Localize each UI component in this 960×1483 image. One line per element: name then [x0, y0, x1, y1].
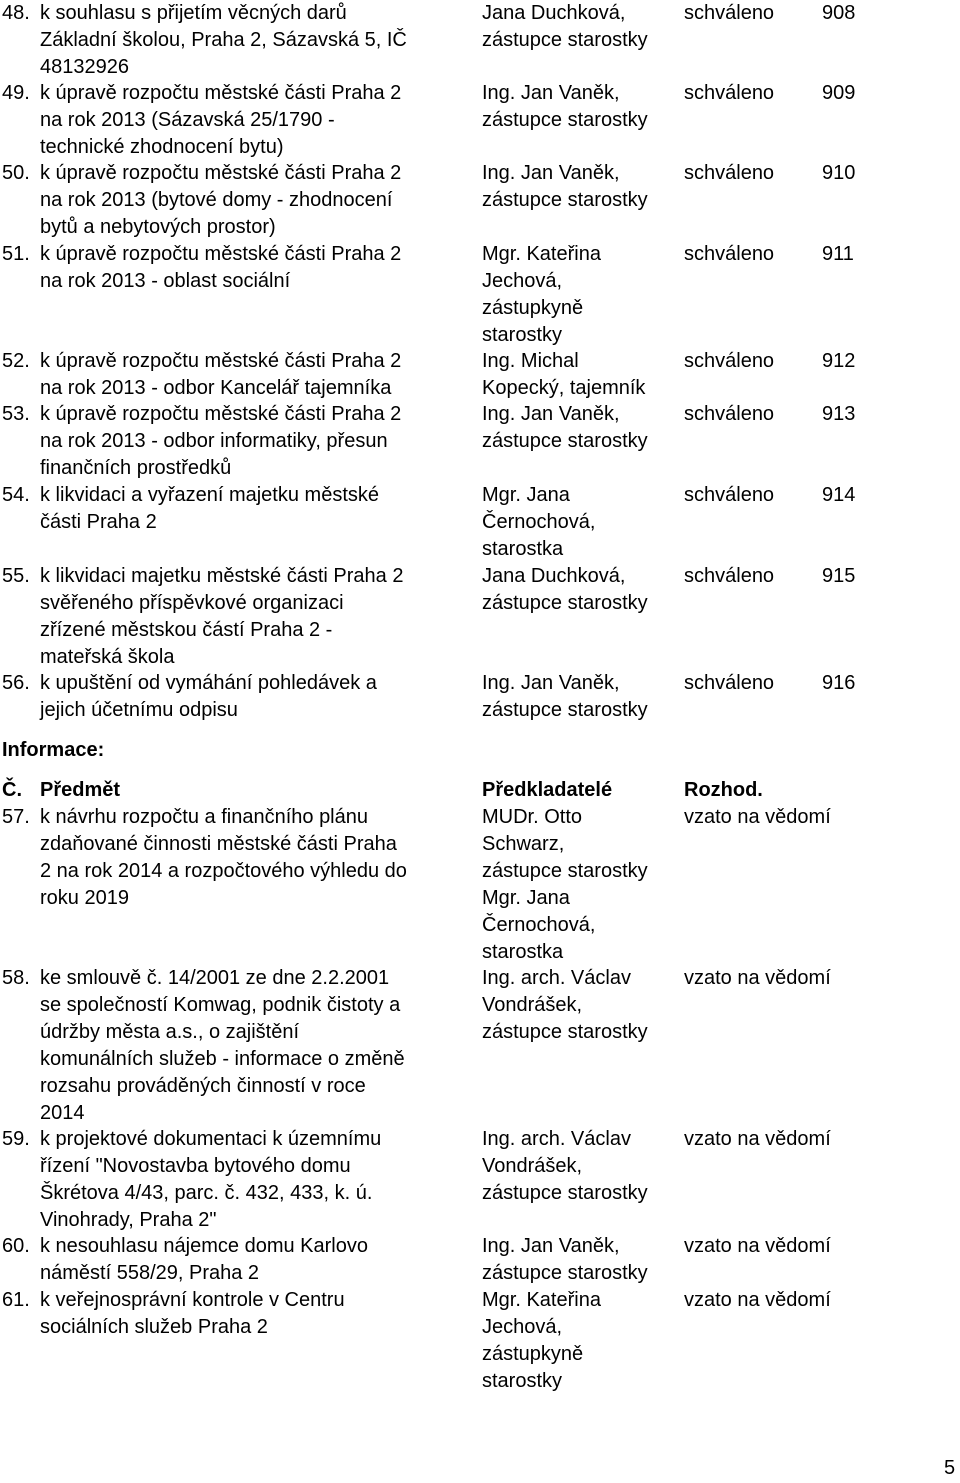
item-subject-line: bytů a nebytových prostor)	[40, 216, 276, 238]
resolution-number: 913	[822, 403, 856, 425]
item-subject-line: na rok 2013 - odbor Kancelář tajemníka	[40, 377, 392, 399]
item-result: schváleno	[684, 565, 775, 587]
item-subject-line: finančních prostředků	[40, 457, 232, 479]
column-header-subject: Předmět	[40, 779, 121, 801]
item-number: 50.	[2, 162, 30, 184]
item-subject-line: Škrétova 4/43, parc. č. 432, 433, k. ú.	[40, 1182, 373, 1204]
item-proposer-line: zástupce starostky	[482, 1262, 648, 1284]
item-subject-line: jejich účetnímu odpisu	[40, 699, 238, 721]
item-subject-line: k úpravě rozpočtu městské části Praha 2	[40, 243, 402, 265]
item-proposer-line: Mgr. Jana	[482, 484, 570, 506]
item-result: schváleno	[684, 82, 775, 104]
item-subject-line: k návrhu rozpočtu a finančního plánu	[40, 806, 368, 828]
item-proposer-line: Černochová,	[482, 914, 596, 936]
item-proposer-line: zástupkyně	[482, 1343, 584, 1365]
item-subject-line: na rok 2013 (bytové domy - zhodnocení	[40, 189, 393, 211]
item-subject-line: k úpravě rozpočtu městské části Praha 2	[40, 403, 402, 425]
item-subject-line: zdaňované činnosti městské části Praha	[40, 833, 397, 855]
item-proposer-line: zástupkyně	[482, 297, 584, 319]
item-number: 51.	[2, 243, 30, 265]
item-number: 53.	[2, 403, 30, 425]
item-subject-line: řízení "Novostavba bytového domu	[40, 1155, 351, 1177]
column-header-proposer: Předkladatelé	[482, 779, 613, 801]
item-subject-line: k souhlasu s přijetím věcných darů	[40, 2, 347, 24]
item-proposer-line: zástupce starostky	[482, 860, 648, 882]
item-proposer-line: MUDr. Otto	[482, 806, 583, 828]
column-header-number: Č.	[2, 779, 22, 801]
item-subject-line: 2 na rok 2014 a rozpočtového výhledu do	[40, 860, 407, 882]
item-result: vzato na vědomí	[684, 1289, 831, 1311]
item-proposer-line: Ing. Jan Vaněk,	[482, 1235, 620, 1257]
resolution-number: 915	[822, 565, 856, 587]
item-proposer-line: Mgr. Kateřina	[482, 243, 601, 265]
item-subject-line: Základní školou, Praha 2, Sázavská 5, IČ	[40, 29, 407, 51]
item-result: schváleno	[684, 243, 775, 265]
item-number: 48.	[2, 2, 30, 24]
page-number: 5	[944, 1457, 956, 1479]
item-proposer-line: zástupce starostky	[482, 1182, 648, 1204]
item-subject-line: k úpravě rozpočtu městské části Praha 2	[40, 162, 402, 184]
item-subject-line: Vinohrady, Praha 2"	[40, 1209, 217, 1231]
item-number: 52.	[2, 350, 30, 372]
item-subject-line: zřízené městskou částí Praha 2 -	[40, 619, 333, 641]
info-heading: Informace:	[2, 739, 105, 761]
item-proposer-line: zástupce starostky	[482, 430, 648, 452]
item-subject-line: k upuštění od vymáhání pohledávek a	[40, 672, 377, 694]
resolution-number: 910	[822, 162, 856, 184]
item-subject-line: na rok 2013 (Sázavská 25/1790 -	[40, 109, 335, 131]
item-proposer-line: starostka	[482, 538, 564, 560]
item-result: vzato na vědomí	[684, 806, 831, 828]
item-subject-line: na rok 2013 - oblast sociální	[40, 270, 291, 292]
item-number: 59.	[2, 1128, 30, 1150]
item-proposer-line: Kopecký, tajemník	[482, 377, 646, 399]
item-number: 61.	[2, 1289, 30, 1311]
item-proposer-line: Mgr. Kateřina	[482, 1289, 601, 1311]
item-subject-line: sociálních služeb Praha 2	[40, 1316, 268, 1338]
resolution-number: 909	[822, 82, 856, 104]
item-proposer-line: Ing. arch. Václav	[482, 967, 631, 989]
item-number: 55.	[2, 565, 30, 587]
item-subject-line: rozsahu prováděných činností v roce	[40, 1075, 366, 1097]
item-number: 60.	[2, 1235, 30, 1257]
item-proposer-line: Jechová,	[482, 270, 563, 292]
item-proposer-line: Jana Duchková,	[482, 565, 626, 587]
item-subject-line: ke smlouvě č. 14/2001 ze dne 2.2.2001	[40, 967, 390, 989]
item-subject-line: údržby města a.s., o zajištění	[40, 1021, 300, 1043]
resolution-number: 914	[822, 484, 856, 506]
item-result: schváleno	[684, 484, 775, 506]
item-subject-line: náměstí 558/29, Praha 2	[40, 1262, 260, 1284]
item-result: schváleno	[684, 672, 775, 694]
item-proposer-line: zástupce starostky	[482, 189, 648, 211]
item-proposer-line: starostky	[482, 324, 563, 346]
item-subject-line: komunálních služeb - informace o změně	[40, 1048, 405, 1070]
item-subject-line: k veřejnosprávní kontrole v Centru	[40, 1289, 345, 1311]
item-subject-line: 2014	[40, 1102, 85, 1124]
item-proposer-line: Ing. Jan Vaněk,	[482, 672, 620, 694]
item-result: vzato na vědomí	[684, 967, 831, 989]
item-number: 58.	[2, 967, 30, 989]
item-proposer-line: Jana Duchková,	[482, 2, 626, 24]
item-proposer-line: zástupce starostky	[482, 29, 648, 51]
item-subject-line: k likvidaci majetku městské části Praha 2	[40, 565, 404, 587]
item-subject-line: technické zhodnocení bytu)	[40, 136, 284, 158]
item-proposer-line: zástupce starostky	[482, 592, 648, 614]
column-header-result: Rozhod.	[684, 779, 763, 801]
item-proposer-line: Ing. Jan Vaněk,	[482, 82, 620, 104]
item-result: schváleno	[684, 403, 775, 425]
resolution-number: 912	[822, 350, 856, 372]
item-proposer-line: starostky	[482, 1370, 563, 1392]
item-proposer-line: Vondrášek,	[482, 1155, 583, 1177]
item-proposer-line: zástupce starostky	[482, 1021, 648, 1043]
item-result: schváleno	[684, 350, 775, 372]
item-subject-line: mateřská škola	[40, 646, 175, 668]
item-result: vzato na vědomí	[684, 1235, 831, 1257]
item-proposer-line: Ing. arch. Václav	[482, 1128, 631, 1150]
item-subject-line: roku 2019	[40, 887, 129, 909]
item-proposer-line: Vondrášek,	[482, 994, 583, 1016]
item-proposer-line: Černochová,	[482, 511, 596, 533]
item-subject-line: k úpravě rozpočtu městské části Praha 2	[40, 82, 402, 104]
item-subject-line: 48132926	[40, 56, 129, 78]
item-subject-line: se společností Komwag, podnik čistoty a	[40, 994, 401, 1016]
item-number: 49.	[2, 82, 30, 104]
item-proposer-line: zástupce starostky	[482, 699, 648, 721]
item-proposer-line: starostka	[482, 941, 564, 963]
item-result: schváleno	[684, 162, 775, 184]
item-subject-line: k likvidaci a vyřazení majetku městské	[40, 484, 380, 506]
item-subject-line: k projektové dokumentaci k územnímu	[40, 1128, 382, 1150]
resolution-number: 911	[822, 243, 854, 265]
resolution-number: 908	[822, 2, 856, 24]
item-subject-line: svěřeného příspěvkové organizaci	[40, 592, 344, 614]
item-subject-line: k úpravě rozpočtu městské části Praha 2	[40, 350, 402, 372]
item-proposer-line: Mgr. Jana	[482, 887, 570, 909]
resolution-number: 916	[822, 672, 856, 694]
item-proposer-line: Jechová,	[482, 1316, 563, 1338]
item-number: 54.	[2, 484, 30, 506]
item-number: 57.	[2, 806, 30, 828]
item-subject-line: části Praha 2	[40, 511, 157, 533]
item-number: 56.	[2, 672, 30, 694]
item-proposer-line: Ing. Michal	[482, 350, 579, 372]
item-result: vzato na vědomí	[684, 1128, 831, 1150]
item-proposer-line: zástupce starostky	[482, 109, 648, 131]
item-proposer-line: Ing. Jan Vaněk,	[482, 403, 620, 425]
item-proposer-line: Ing. Jan Vaněk,	[482, 162, 620, 184]
item-result: schváleno	[684, 2, 775, 24]
item-subject-line: na rok 2013 - odbor informatiky, přesun	[40, 430, 388, 452]
item-proposer-line: Schwarz,	[482, 833, 565, 855]
item-subject-line: k nesouhlasu nájemce domu Karlovo	[40, 1235, 368, 1257]
